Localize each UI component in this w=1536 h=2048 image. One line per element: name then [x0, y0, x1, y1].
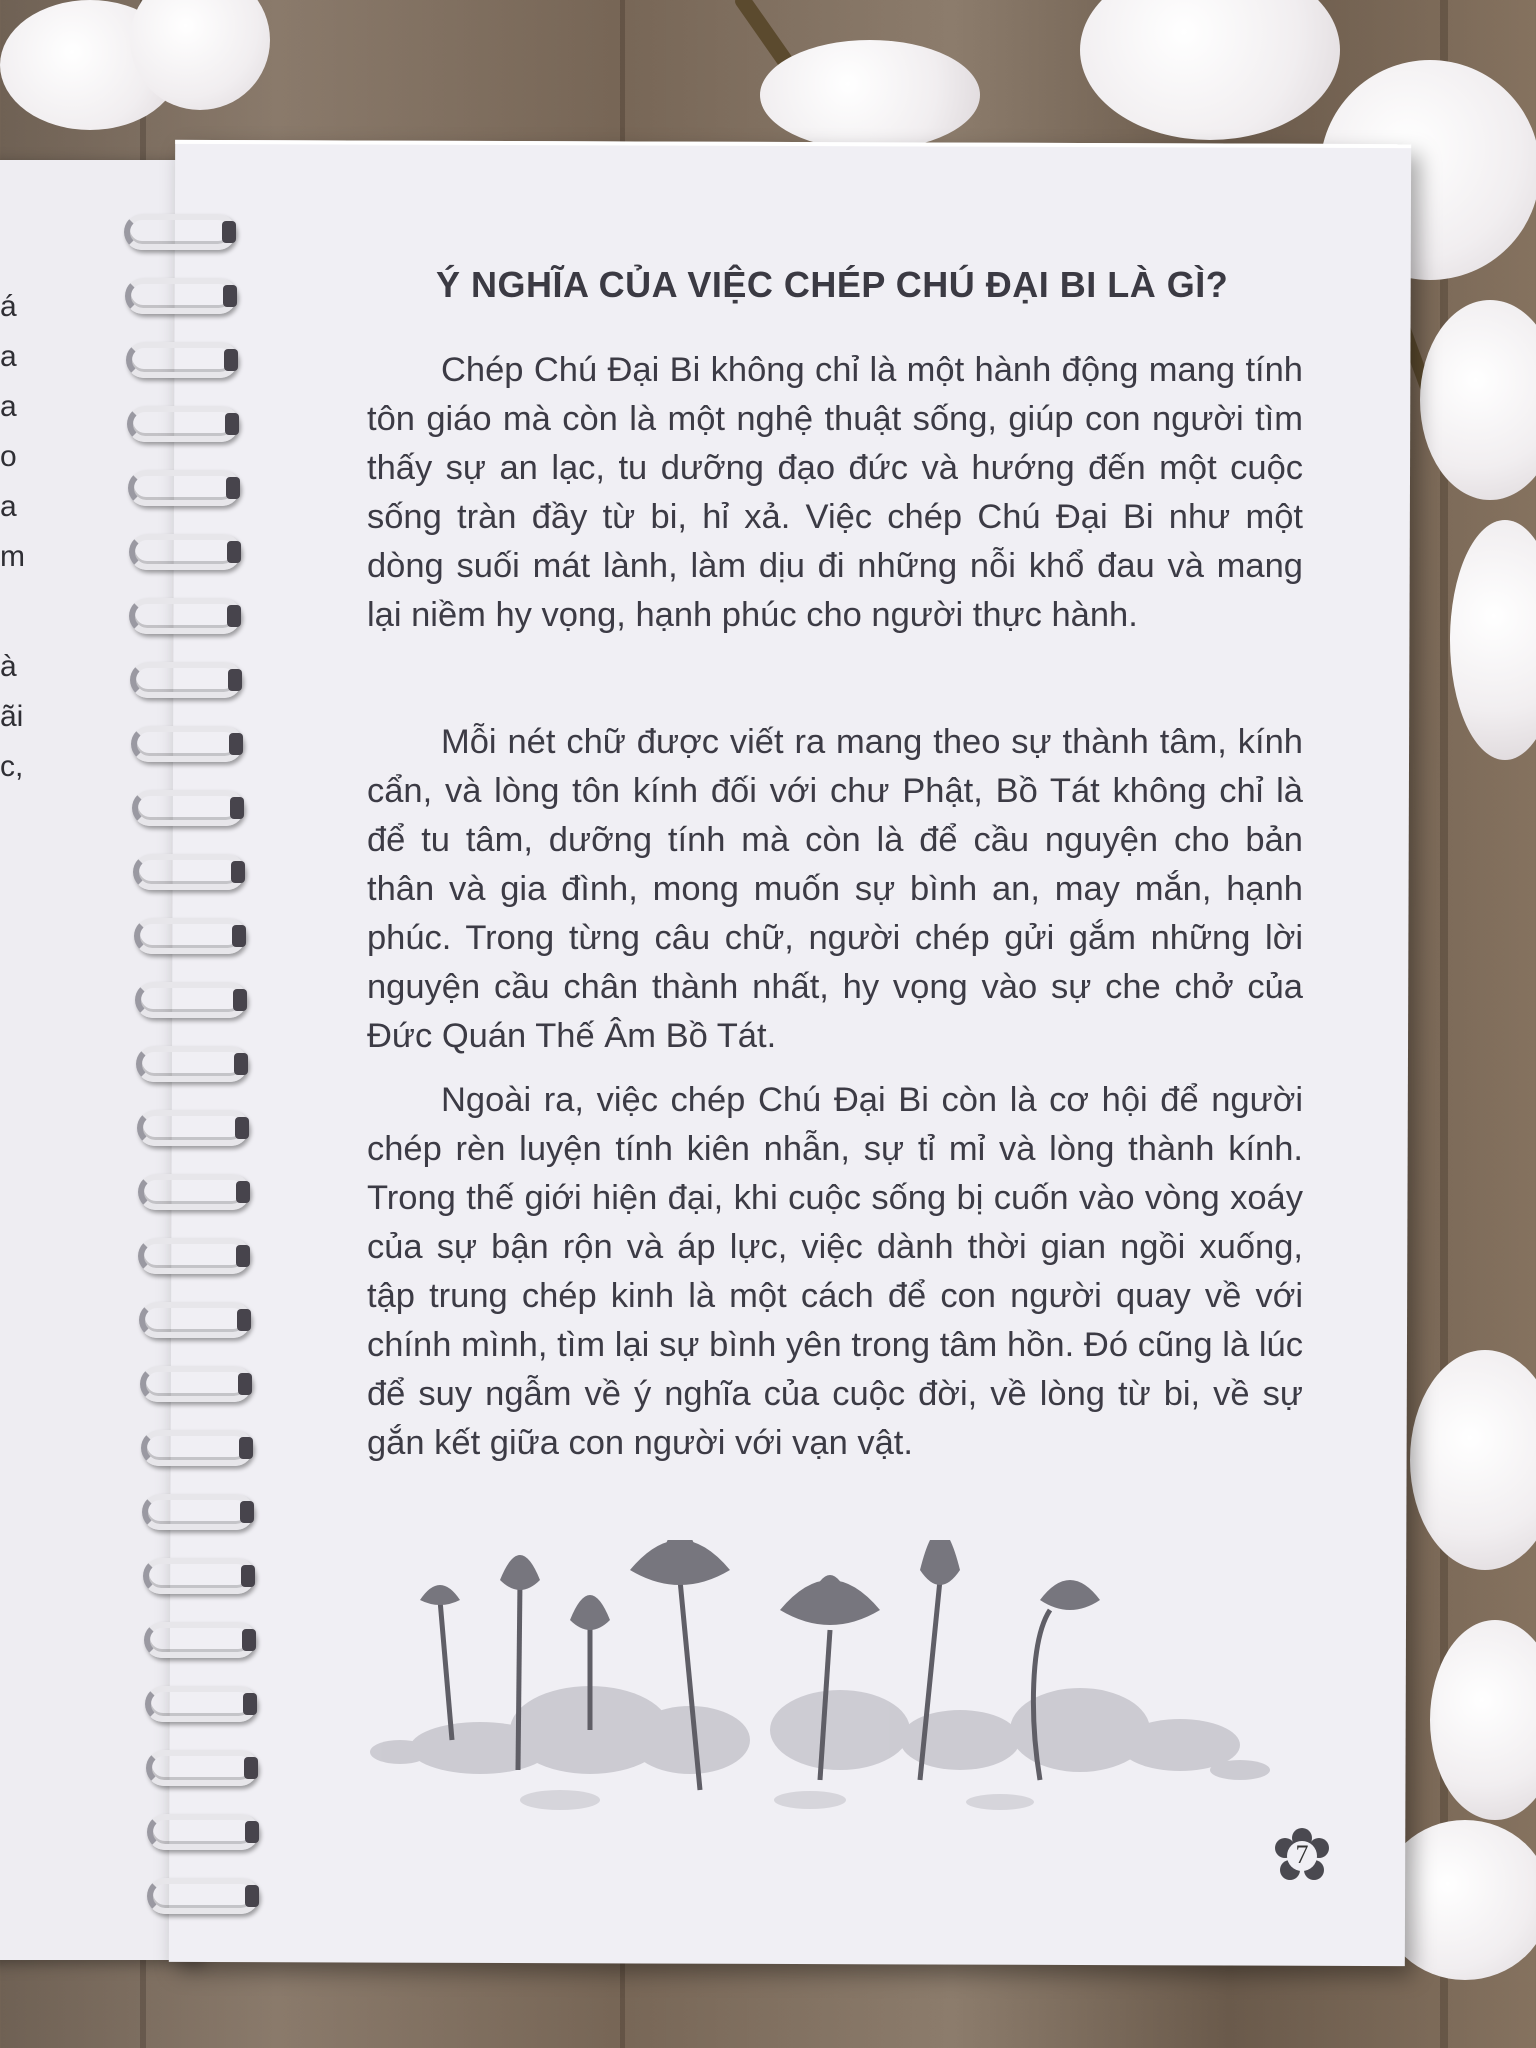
binding-hole: [226, 477, 240, 499]
blossom-petal: [1080, 0, 1340, 140]
spiral-coil: [146, 1750, 258, 1786]
left-page-text: a: [0, 490, 17, 523]
lotus-illustration: [360, 1540, 1280, 1840]
binding-hole: [225, 413, 239, 435]
spiral-coil: [129, 534, 241, 570]
spiral-coil: [138, 1174, 250, 1210]
left-page-text: a: [0, 390, 17, 423]
binding-hole: [244, 1757, 258, 1779]
paragraph-1: Chép Chú Đại Bi không chỉ là một hành động mang tính tôn giáo mà còn là một nghệ thuật sống, giúp con người tìm thấy sự an lạc, tu dưỡng đạo đức và hướng đến một cuộc sống tràn đầy từ bi, hỉ xả. Việc chép Chú Đại Bi như một dòng suối mát lành, làm dịu đi những nỗi khổ đau và mang lại niềm hy vọng, hạnh phúc cho người thực hành.: [367, 351, 1303, 634]
binding-hole: [222, 221, 236, 243]
spiral-coil: [139, 1302, 251, 1338]
left-page-text: c,: [0, 750, 24, 783]
binding-hole: [235, 1117, 249, 1139]
spiral-coil: [142, 1494, 254, 1530]
spiral-coil: [131, 726, 243, 762]
binding-hole: [224, 349, 238, 371]
spiral-coil: [125, 278, 237, 314]
binding-hole: [230, 797, 244, 819]
paragraph-3: Ngoài ra, việc chép Chú Đại Bi còn là cơ hội để người chép rèn luyện tính kiên nhẫn, sự tỉ mỉ và lòng thành kính. Trong thế giới hiện đại, khi cuộc sống bị cuốn vào vòng xoáy của sự bận rộn và áp lực, việc dành thời gian ngồi xuống, tập trung chép kinh là một cách để con người quay về với chính mình, tìm lại sự bình yên trong tâm hồn. Đó cũng là lúc để suy ngẫm về ý nghĩa của cuộc đời, về lòng từ bi, về sự gắn kết giữa con người với vạn vật.: [367, 1081, 1303, 1462]
blossom-petal: [1410, 1350, 1536, 1570]
spiral-coil: [133, 854, 245, 890]
binding-hole: [229, 733, 243, 755]
spiral-coil: [134, 918, 246, 954]
blossom-petal: [760, 40, 980, 150]
spiral-coil: [126, 342, 238, 378]
spiral-coil: [144, 1622, 256, 1658]
binding-hole: [227, 541, 241, 563]
binding-hole: [236, 1245, 250, 1267]
paragraph-2: Mỗi nét chữ được viết ra mang theo sự thành tâm, kính cẩn, và lòng tôn kính đối với chư Phật, Bồ Tát không chỉ là để tu tâm, dưỡng tính mà còn là để cầu nguyện cho bản thân và gia đình, mong muốn sự bình an, may mắn, hạnh phúc. Trong từng câu chữ, người chép gửi gắm những lời nguyện cầu chân thành nhất, hy vọng vào sự che chở của Đức Quán Thế Âm Bồ Tát.: [367, 723, 1303, 1055]
spiral-coil: [140, 1366, 252, 1402]
left-page-text: a: [0, 340, 17, 373]
left-page-text: ãi: [0, 700, 24, 733]
binding-hole: [243, 1693, 257, 1715]
spiral-coil: [145, 1686, 257, 1722]
spiral-coil: [128, 470, 240, 506]
left-page-text: á: [0, 290, 17, 323]
binding-hole: [234, 1053, 248, 1075]
spiral-coil: [141, 1430, 253, 1466]
spiral-coil: [137, 1110, 249, 1146]
binding-hole: [239, 1437, 253, 1459]
spiral-coil: [143, 1558, 255, 1594]
spiral-coil: [136, 1046, 248, 1082]
left-page-text: à: [0, 650, 17, 683]
spiral-coil: [138, 1238, 250, 1274]
binding-hole: [241, 1565, 255, 1587]
binding-hole: [236, 1181, 250, 1203]
binding-hole: [240, 1501, 254, 1523]
left-page-text: m: [0, 540, 25, 573]
spiral-coil: [147, 1878, 259, 1914]
binding-hole: [238, 1373, 252, 1395]
binding-hole: [231, 861, 245, 883]
binding-hole: [245, 1821, 259, 1843]
spiral-coil: [132, 790, 244, 826]
spiral-coil: [135, 982, 247, 1018]
spiral-coil: [130, 662, 242, 698]
binding-hole: [232, 925, 246, 947]
spiral-coil: [147, 1814, 259, 1850]
binding-hole: [245, 1885, 259, 1907]
spiral-coil: [127, 406, 239, 442]
binding-hole: [242, 1629, 256, 1651]
spiral-coil: [124, 214, 236, 250]
page-title: Ý NGHĨA CỦA VIỆC CHÉP CHÚ ĐẠI BI LÀ GÌ?: [436, 264, 1229, 305]
blossom-petal: [1420, 300, 1536, 500]
spiral-coil: [129, 598, 241, 634]
page-number-badge: [1274, 1828, 1330, 1884]
binding-hole: [223, 285, 237, 307]
left-page-text: o: [0, 440, 17, 473]
binding-hole: [233, 989, 247, 1011]
binding-hole: [227, 605, 241, 627]
binding-hole: [237, 1309, 251, 1331]
blossom-petal: [1450, 520, 1536, 760]
page-number: 7: [1295, 1840, 1309, 1869]
binding-hole: [228, 669, 242, 691]
